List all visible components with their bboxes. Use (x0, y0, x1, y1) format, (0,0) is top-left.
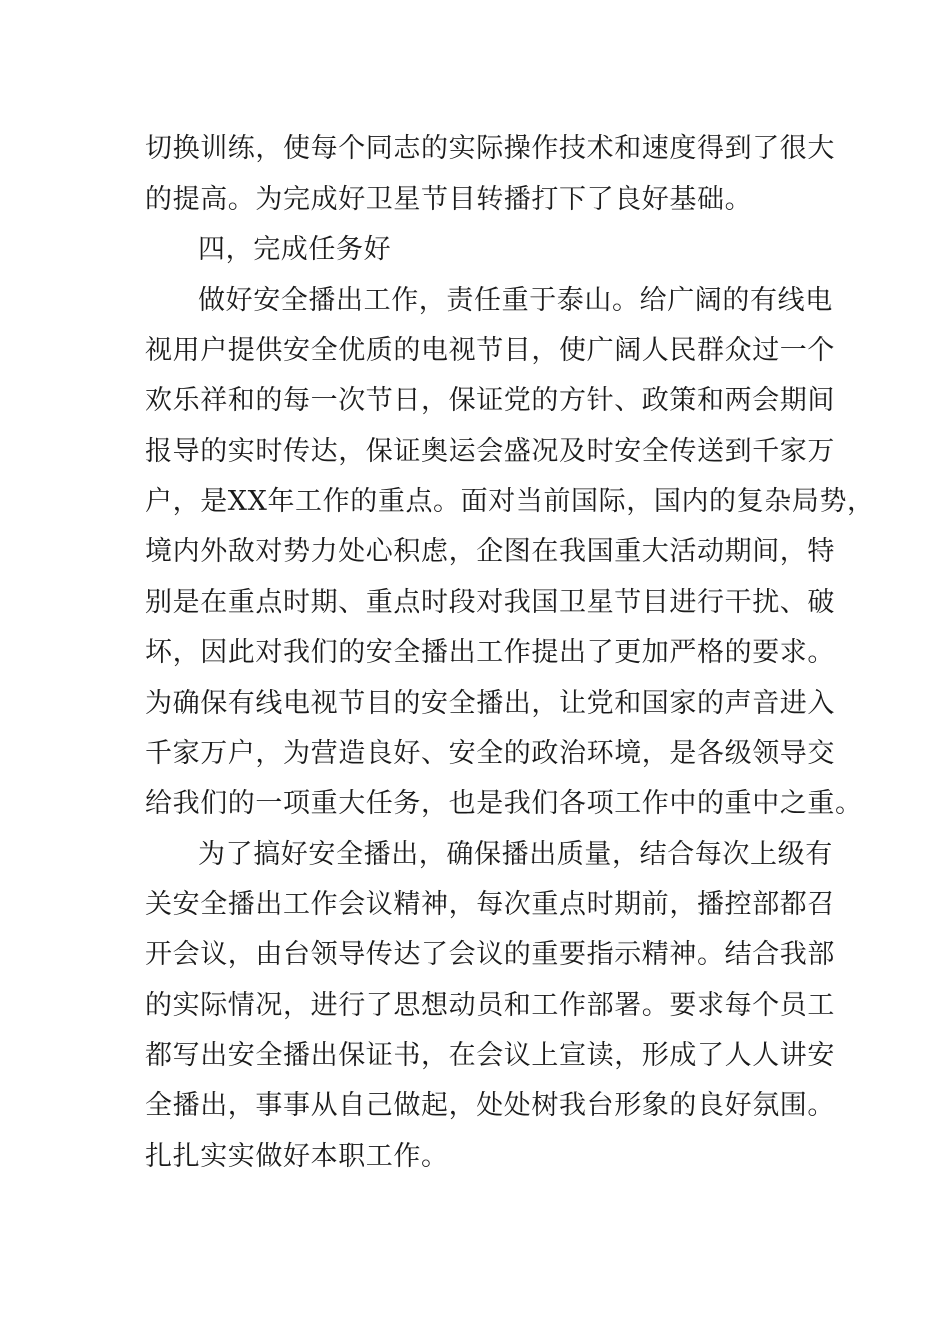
text-line: 为了搞好安全播出，确保播出质量，结合每次上级有 (198, 839, 833, 870)
text-line: 报导的实时传达，保证奥运会盛况及时安全传送到千家万 (145, 436, 835, 467)
text-line: 视用户提供安全优质的电视节目，使广阔人民群众过一个 (145, 335, 835, 366)
text-line: 境内外敌对势力处心积虑，企图在我国重大活动期间，特 (145, 536, 835, 567)
text-line: 关安全播出工作会议精神，每次重点时期前，播控部都召 (145, 889, 835, 920)
section-heading: 四，完成任务好 (198, 234, 392, 265)
text-line: 给我们的一项重大任务，也是我们各项工作中的重中之重。 (145, 788, 863, 819)
text-line: 做好安全播出工作，责任重于泰山。给广阔的有线电 (198, 285, 833, 316)
text-line: 扎扎实实做好本职工作。 (145, 1141, 449, 1172)
text-line: 切换训练，使每个同志的实际操作技术和速度得到了很大 (145, 133, 835, 164)
text-line: 为确保有线电视节目的安全播出，让党和国家的声音进入 (145, 688, 835, 719)
text-line: 千家万户，为营造良好、安全的政治环境，是各级领导交 (145, 738, 835, 769)
text-line: 别是在重点时期、重点时段对我国卫星节目进行干扰、破 (145, 587, 835, 618)
text-line: 欢乐祥和的每一次节日，保证党的方针、政策和两会期间 (145, 385, 835, 416)
text-line: 户，是XX年工作的重点。面对当前国际，国内的复杂局势， (145, 486, 875, 517)
text-line: 开会议，由台领导传达了会议的重要指示精神。结合我部 (145, 939, 835, 970)
text-line: 的实际情况，进行了思想动员和工作部署。要求每个员工 (145, 990, 835, 1021)
text-line: 坏，因此对我们的安全播出工作提出了更加严格的要求。 (145, 637, 835, 668)
text-line: 的提高。为完成好卫星节目转播打下了良好基础。 (145, 184, 753, 215)
text-line: 都写出安全播出保证书，在会议上宣读，形成了人人讲安 (145, 1040, 835, 1071)
text-line: 全播出，事事从自己做起，处处树我台形象的良好氛围。 (145, 1090, 835, 1121)
